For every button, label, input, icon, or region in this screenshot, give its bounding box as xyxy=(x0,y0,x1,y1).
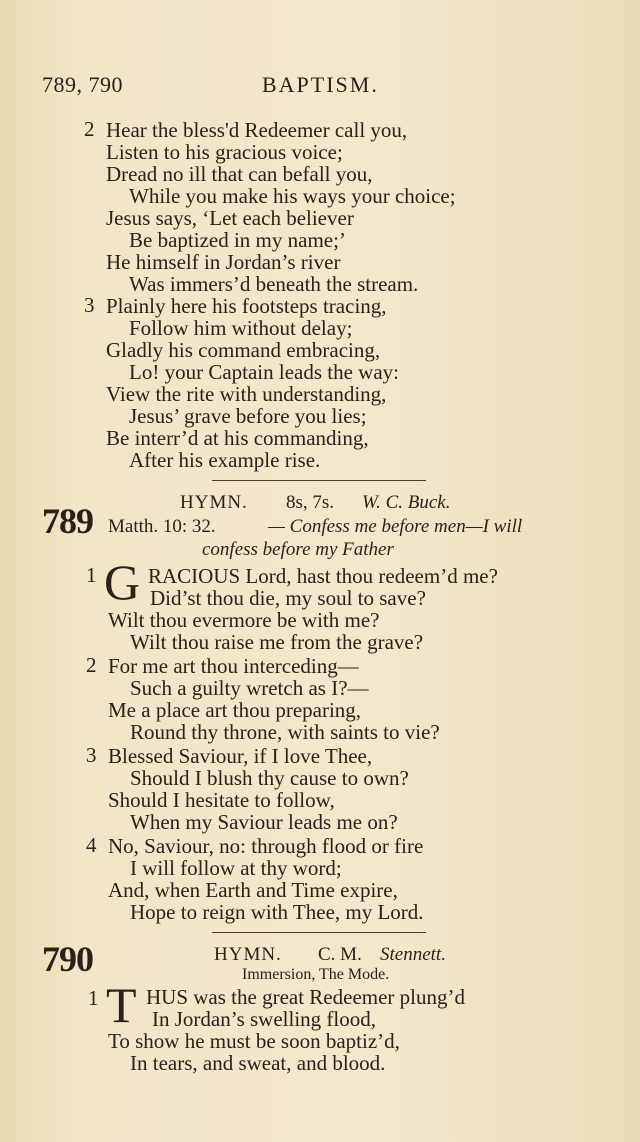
verse-line: Round thy throne, with saints to vie? xyxy=(130,720,440,744)
verse-line: Be baptized in my name;’ xyxy=(129,228,346,252)
hymn-number: 789 xyxy=(42,501,93,541)
hymn-meter: C. M. xyxy=(318,944,362,965)
hymn-subtitle: Immersion, The Mode. xyxy=(242,966,390,983)
verse-line: RACIOUS Lord, hast thou redeem’d me? xyxy=(148,564,498,588)
stanza-number: 3 xyxy=(86,743,97,767)
drop-cap: T xyxy=(106,977,137,1033)
hymn-label: HYMN. xyxy=(180,492,248,513)
epigraph: — Confess me before men—I will xyxy=(268,516,523,537)
verse-line: Listen to his gracious voice; xyxy=(106,140,343,164)
verse-line: Jesus says, ‘Let each believer xyxy=(106,206,354,230)
verse-line: To show he must be soon baptiz’d, xyxy=(108,1029,400,1053)
hymn-author: Stennett. xyxy=(380,944,446,965)
verse-line: After his example rise. xyxy=(129,448,321,472)
verse-line: Blessed Saviour, if I love Thee, xyxy=(108,744,373,768)
scripture-reference: Matth. 10: 32. xyxy=(108,516,216,537)
stanza-number: 1 xyxy=(88,986,99,1010)
verse-line: Should I hesitate to follow, xyxy=(108,788,335,812)
verse-line: Such a guilty wretch as I?— xyxy=(130,676,369,700)
stanza-number: 2 xyxy=(86,653,97,677)
verse-line: View the rite with understanding, xyxy=(106,382,387,406)
hymn-number: 790 xyxy=(42,939,93,979)
hymn-author: W. C. Buck. xyxy=(362,492,451,513)
verse-line: Follow him without delay; xyxy=(129,316,353,340)
stanza-number: 1 xyxy=(86,563,97,587)
page-title: BAPTISM. xyxy=(262,72,379,97)
verse-line: Should I blush thy cause to own? xyxy=(130,766,409,790)
verse-line: Gladly his command embracing, xyxy=(106,338,381,362)
verse-line: He himself in Jordan’s river xyxy=(106,250,341,274)
verse-line: Dread no ill that can befall you, xyxy=(106,162,373,186)
verse-line: Me a place art thou preparing, xyxy=(108,698,362,722)
stanza-number: 3 xyxy=(84,293,95,317)
verse-line: Jesus’ grave before you lies; xyxy=(129,404,367,428)
verse-line: No, Saviour, no: through flood or fire xyxy=(108,834,424,858)
verse-line: Was immers’d beneath the stream. xyxy=(129,272,419,296)
verse-line: Be interr’d at his commanding, xyxy=(106,426,369,450)
verse-line: Hear the bless'd Redeemer call you, xyxy=(106,118,408,142)
drop-cap: G xyxy=(104,554,141,610)
section-divider xyxy=(212,932,426,933)
verse-line: Hope to reign with Thee, my Lord. xyxy=(130,900,424,924)
verse-line: In Jordan’s swelling flood, xyxy=(152,1007,376,1031)
verse-line: Lo! your Captain leads the way: xyxy=(129,360,400,384)
verse-line: When my Saviour leads me on? xyxy=(130,810,398,834)
verse-line: Wilt thou evermore be with me? xyxy=(108,608,380,632)
page-numbers: 789, 790 xyxy=(42,72,123,97)
verse-line: Wilt thou raise me from the grave? xyxy=(130,630,424,654)
epigraph-continued: confess before my Father xyxy=(202,539,394,560)
verse-line: In tears, and sweat, and blood. xyxy=(130,1051,386,1075)
hymn-meter: 8s, 7s. xyxy=(286,492,335,513)
verse-line: And, when Earth and Time expire, xyxy=(108,878,398,902)
stanza-number: 4 xyxy=(86,833,97,857)
stanza-number: 2 xyxy=(84,117,95,141)
verse-line: HUS was the great Redeemer plung’d xyxy=(146,985,465,1009)
hymn-label: HYMN. xyxy=(214,944,282,965)
verse-line: Did’st thou die, my soul to save? xyxy=(150,586,426,610)
verse-line: I will follow at thy word; xyxy=(130,856,342,880)
verse-line: While you make his ways your choice; xyxy=(129,184,456,208)
verse-line: For me art thou interceding— xyxy=(108,654,359,678)
section-divider xyxy=(212,480,426,481)
verse-line: Plainly here his footsteps tracing, xyxy=(106,294,387,318)
